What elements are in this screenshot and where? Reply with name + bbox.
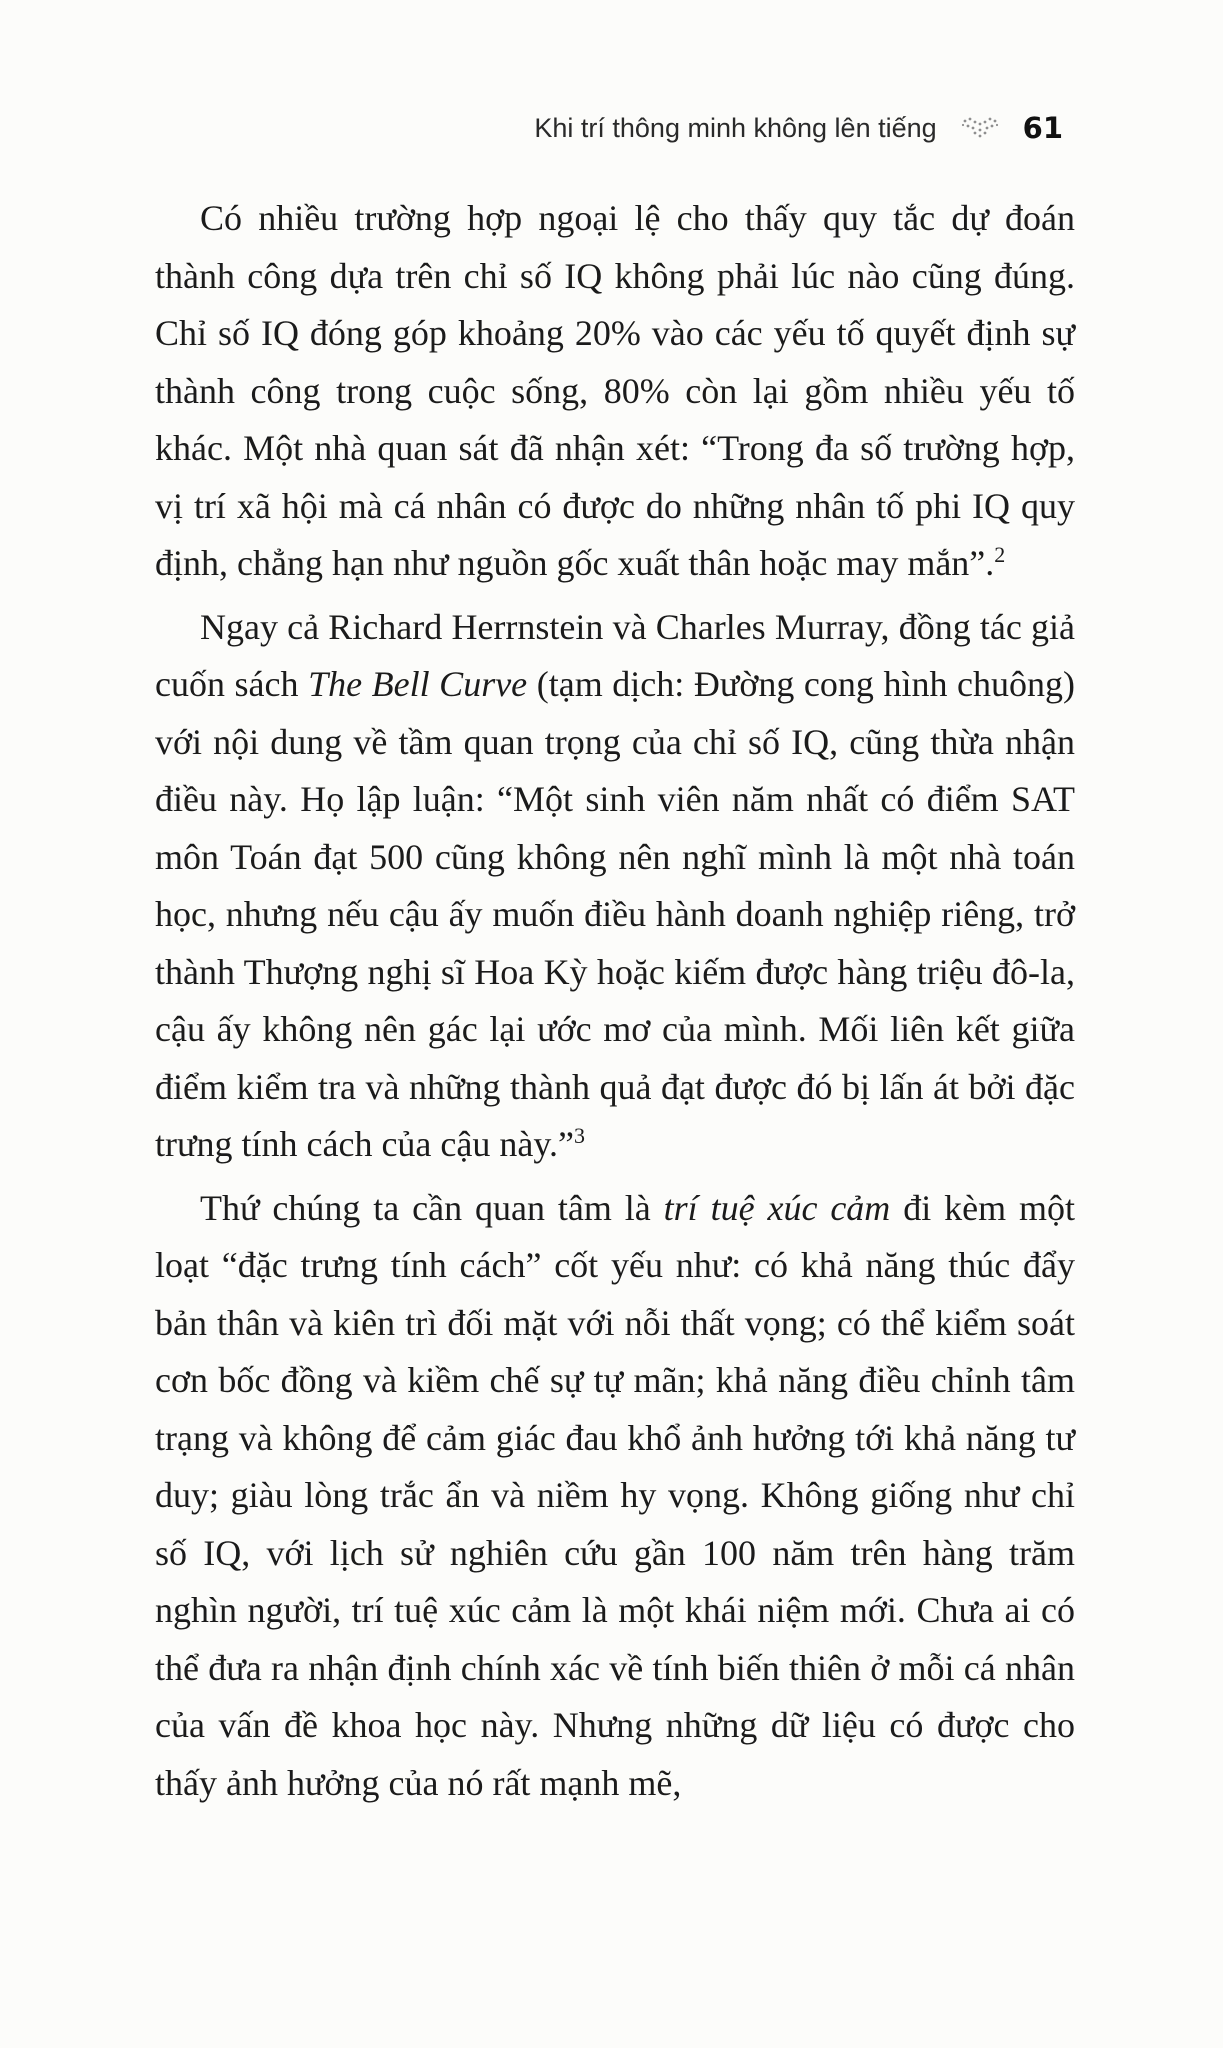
paragraph-3-before: Thứ chúng ta cần quan tâm là xyxy=(200,1187,664,1228)
paragraph-2-after: (tạm dịch: Đường cong hình chuông) với nội dung về tầm quan trọng của chỉ số IQ, cũng thừa nhận điều này. Họ lập luận: “Một sinh viên năm nhất có điểm SAT môn Toán đạt 500 cũng không nên nghĩ mình là một nhà toán học, nhưng nếu cậu ấy muốn điều hành doanh nghiệp riêng, trở thành Thượng nghị sĩ Hoa Kỳ hoặc kiếm được hàng triệu đô-la, cậu ấy không nên gác lại ước mơ của mình. Mối liên kết giữa điểm kiểm tra và những thành quả đạt được đó bị lấn át bởi đặc trưng tính cách của cậu này.” xyxy=(155,664,1076,1164)
body-text xyxy=(155,190,1075,1818)
paragraph-1-text: Có nhiều trường hợp ngoại lệ cho thấy quy tắc dự đoán thành công dựa trên chỉ số IQ không phải lúc nào cũng đúng. Chỉ số IQ đóng góp khoảng 20% vào các yếu tố quyết định sự thành công trong cuộc sống, 80% còn lại gồm nhiều yếu tố khác. Một nhà quan sát đã nhận xét: “Trong đa số trường hợp, vị trí xã hội mà cá nhân có được do những nhân tố phi IQ quy định, chẳng hạn như nguồn gốc xuất thân hoặc may mắn”. xyxy=(155,198,1075,583)
paragraph-2 xyxy=(155,599,1075,1174)
emphasized-term: trí tuệ xúc cảm xyxy=(663,1187,891,1228)
heart-ornament-icon xyxy=(955,113,1005,143)
paragraph-3 xyxy=(155,1180,1075,1813)
paragraph-2-before: Ngay cả Richard Herrnstein và Charles Murray, đồng tác giả cuốn sách xyxy=(155,606,1075,704)
book-title: The Bell Curve xyxy=(308,664,528,704)
page-header xyxy=(534,104,1063,152)
footnote-ref-2: 2 xyxy=(994,542,1006,567)
page-number: 61 xyxy=(1022,111,1063,145)
running-title: Khi trí thông minh không lên tiếng xyxy=(534,112,937,143)
paragraph-1 xyxy=(155,190,1075,593)
paragraph-3-after: đi kèm một loạt “đặc trưng tính cách” cốt yếu như: có khả năng thúc đẩy bản thân và kiên trì đối mặt với nỗi thất vọng; có thể kiểm soát cơn bốc đồng và kiềm chế sự tự mãn; khả năng điều chỉnh tâm trạng và không để cảm giác đau khổ ảnh hưởng tới khả năng tư duy; giàu lòng trắc ẩn và niềm hy vọng. Không giống như chỉ số IQ, với lịch sử nghiên cứu gần 100 năm trên hàng trăm nghìn người, trí tuệ xúc cảm là một khái niệm mới. Chưa ai có thể đưa ra nhận định chính xác về tính biến thiên ở mỗi cá nhân của vấn đề khoa học này. Nhưng những dữ liệu có được cho thấy ảnh hưởng của nó rất mạnh mẽ, xyxy=(155,1187,1075,1803)
footnote-ref-3: 3 xyxy=(573,1123,585,1148)
